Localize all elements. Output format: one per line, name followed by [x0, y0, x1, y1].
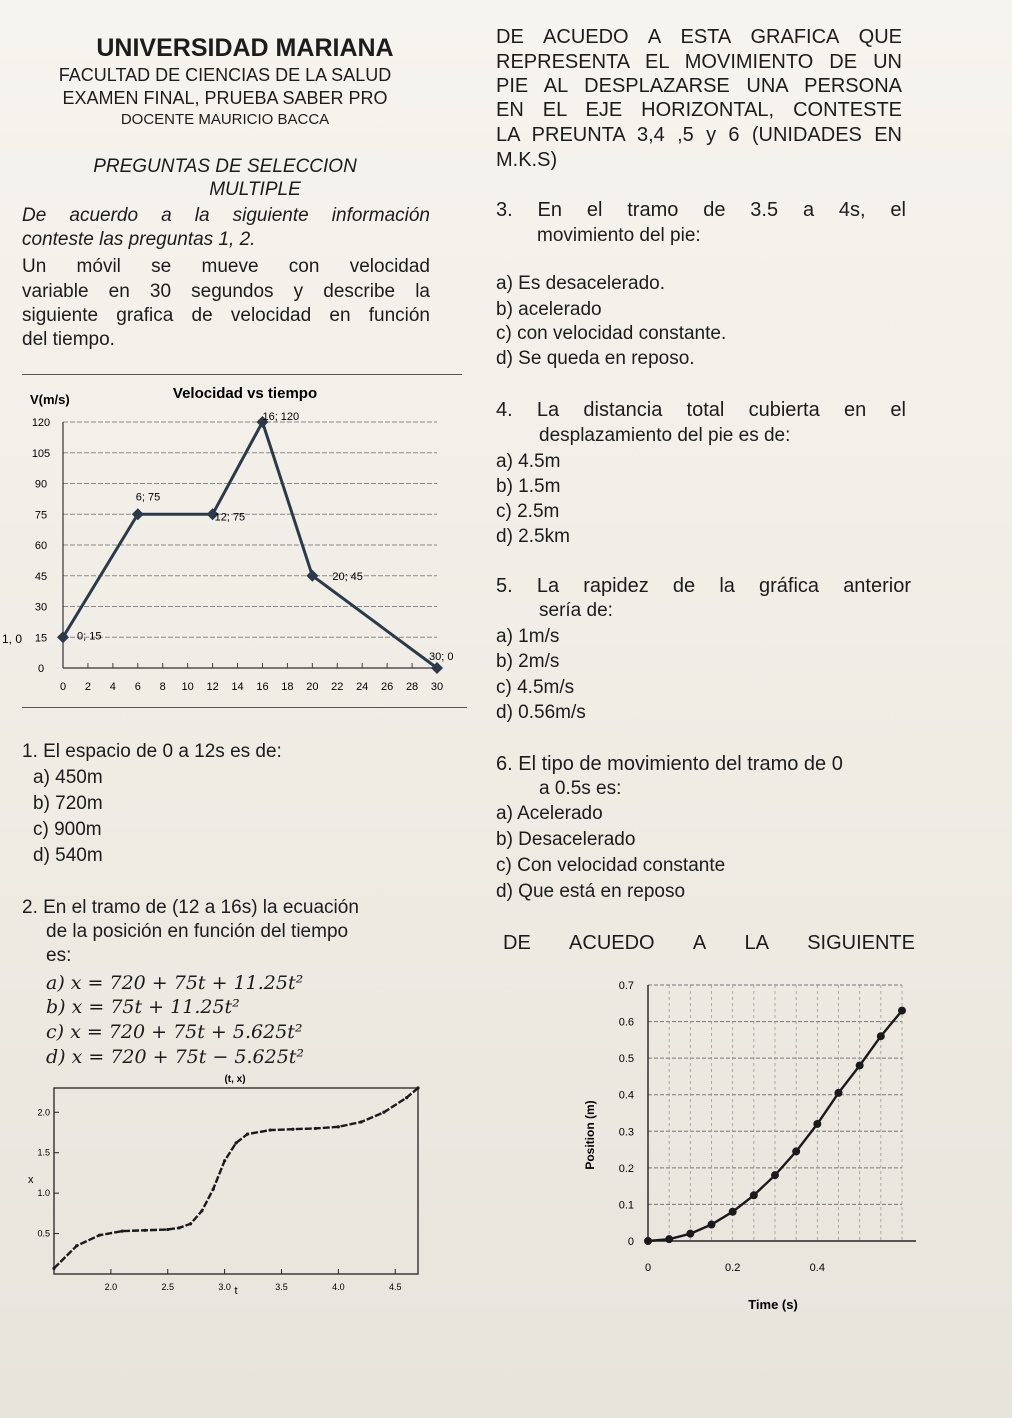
divider — [22, 374, 462, 375]
y-tick-label: 0.5 — [618, 1053, 634, 1066]
right-intro-3: PIE AL DESPLAZARSE UNA PERSONA — [496, 75, 902, 97]
velocity-chart — [0, 380, 470, 710]
y-tick-label: 0.2 — [618, 1162, 634, 1175]
position-curve-frame — [54, 1088, 418, 1274]
position-data-point — [877, 1032, 885, 1040]
q4-option-b[interactable]: b) 1.5m — [496, 476, 561, 497]
position-curve-point — [212, 1187, 215, 1190]
position-curve-point — [337, 1125, 340, 1128]
intro-para-2: variable en 30 segundos y describe la — [22, 281, 430, 302]
q2-option-a[interactable]: a) x = 720 + 75t + 11.25t² — [46, 972, 304, 994]
position-data-point — [686, 1230, 694, 1238]
position-data-point — [771, 1171, 779, 1179]
right-intro-2: REPRESENTA EL MOVIMIENTO DE UN — [496, 51, 902, 73]
q2-stem-2: de la posición en función del tiempo — [46, 921, 349, 942]
x-tick-label: 16 — [256, 681, 269, 693]
q5-stem-1: 5. La rapidez de la gráfica anterior — [496, 575, 911, 597]
y-tick-label: 105 — [31, 447, 51, 460]
position-curve-point — [75, 1244, 78, 1247]
x-tick-label: 3.5 — [275, 1282, 288, 1292]
y-tick-label: 0.1 — [618, 1199, 634, 1212]
position-curve-point — [405, 1096, 408, 1099]
q4-option-d[interactable]: d) 2.5km — [496, 526, 570, 547]
position-data-point — [856, 1061, 864, 1069]
q1-option-a[interactable]: a) 450m — [33, 767, 103, 788]
q1-option-b[interactable]: b) 720m — [33, 793, 103, 814]
teacher-line: DOCENTE MAURICIO BACCA — [120, 111, 330, 128]
q3-stem-2: movimiento del pie: — [537, 225, 701, 246]
position-curve-point — [269, 1128, 272, 1131]
q5-option-b[interactable]: b) 2m/s — [496, 651, 560, 672]
position-curve-ticks — [37, 1107, 401, 1292]
position-curve-point — [360, 1120, 363, 1123]
x-tick-label: 0.4 — [809, 1262, 825, 1274]
x-tick-label: 0.2 — [725, 1262, 741, 1274]
position-curve-point — [382, 1111, 385, 1114]
q2-stem-3: es: — [46, 945, 72, 966]
x-tick-label: 30 — [430, 681, 444, 693]
velocity-data-label: 0; 15 — [77, 630, 102, 643]
x-tick-label: 12 — [206, 681, 219, 693]
faculty-line: FACULTAD DE CIENCIAS DE LA SALUD — [58, 65, 392, 85]
position-data-point — [708, 1221, 716, 1229]
y-tick-label: 45 — [34, 570, 48, 583]
q6-option-a[interactable]: a) Acelerado — [496, 803, 603, 824]
position-curve-point — [52, 1267, 55, 1270]
x-tick-label: 20 — [306, 681, 319, 693]
y-tick-label: 75 — [34, 509, 48, 522]
y-tick-label: 0.6 — [618, 1016, 634, 1029]
exam-line: EXAMEN FINAL, PRUEBA SABER PRO — [62, 88, 388, 108]
x-tick-label: 28 — [405, 681, 419, 693]
x-tick-label: 0 — [59, 681, 67, 693]
position-curve-point — [98, 1234, 101, 1237]
position-curve-point — [246, 1132, 249, 1135]
q1-option-c[interactable]: c) 900m — [33, 819, 102, 840]
x-tick-label: 26 — [381, 681, 394, 693]
y-tick-label: 1.0 — [37, 1188, 50, 1199]
q5-option-d[interactable]: d) 0.56m/s — [496, 702, 586, 723]
q2-option-d[interactable]: d) x = 720 + 75t − 5.625t² — [46, 1046, 305, 1068]
y-tick-label: 30 — [34, 601, 48, 614]
q6-stem-2: a 0.5s es: — [539, 778, 622, 799]
position-curve-point — [223, 1159, 226, 1162]
velocity-chart-margin-note: 1, 0 — [2, 632, 23, 646]
position-curve-point — [314, 1127, 317, 1130]
position-time-ticks — [619, 980, 825, 1274]
y-tick-label: 120 — [31, 417, 51, 429]
q4-option-a[interactable]: a) 4.5m — [496, 451, 561, 472]
x-tick-label: 4.5 — [388, 1282, 402, 1292]
position-curve-chart — [20, 1068, 440, 1298]
position-curve-ylabel: x — [28, 1174, 34, 1186]
position-time-grid — [648, 985, 916, 1241]
q3-option-d[interactable]: d) Se queda en reposo. — [496, 348, 695, 369]
velocity-data-label: 20; 45 — [332, 570, 363, 583]
right-intro-4: EN EL EJE HORIZONTAL, CONTESTE — [496, 99, 902, 121]
q5-option-a[interactable]: a) 1m/s — [496, 626, 560, 647]
section-title-2: MULTIPLE — [209, 179, 301, 200]
position-data-point — [750, 1191, 758, 1199]
right-intro-1: DE ACUEDO A ESTA GRAFICA QUE — [496, 26, 902, 48]
position-curve-point — [189, 1222, 192, 1225]
x-tick-label: 2.0 — [104, 1282, 118, 1292]
x-tick-label: 3.0 — [218, 1282, 231, 1292]
position-curve-title: (t, x) — [224, 1074, 246, 1085]
q4-stem-2: desplazamiento del pie es de: — [539, 425, 791, 446]
y-tick-label: 0.5 — [37, 1228, 50, 1239]
intro-line-2: conteste las preguntas 1, 2. — [22, 229, 256, 250]
position-time-chart — [580, 965, 920, 1325]
position-curve-series — [52, 1086, 419, 1270]
position-data-point — [729, 1208, 737, 1216]
q3-stem-1: 3. En el tramo de 3.5 a 4s, el — [496, 199, 906, 221]
velocity-chart-series — [57, 411, 453, 674]
q5-option-c[interactable]: c) 4.5m/s — [496, 677, 575, 698]
velocity-data-label: 12; 75 — [214, 511, 246, 524]
x-tick-label: 4 — [109, 681, 116, 693]
position-data-point — [792, 1147, 800, 1155]
q6-option-b[interactable]: b) Desacelerado — [496, 829, 636, 850]
q4-stem-1: 4. La distancia total cubierta en el — [496, 399, 906, 421]
q3-option-b[interactable]: b) acelerado — [496, 299, 602, 320]
x-tick-label: 22 — [331, 681, 344, 693]
x-tick-label: 18 — [281, 681, 294, 693]
position-curve-point — [200, 1209, 203, 1212]
y-tick-label: 0 — [37, 663, 45, 675]
x-tick-label: 0 — [644, 1262, 652, 1274]
position-time-xlabel: Time (s) — [748, 1297, 798, 1312]
y-tick-label: 1.5 — [37, 1147, 50, 1158]
q2-stem-1: 2. En el tramo de (12 a 16s) la ecuación — [22, 897, 359, 918]
intro-para-4: del tiempo. — [22, 329, 115, 350]
q1-option-d[interactable]: d) 540m — [33, 845, 103, 866]
position-data-point — [644, 1237, 652, 1245]
x-tick-label: 24 — [356, 681, 369, 693]
y-tick-label: 60 — [34, 540, 48, 552]
x-tick-label: 10 — [181, 681, 194, 693]
right-intro-5: LA PREUNTA 3,4 ,5 y 6 (UNIDADES EN — [496, 124, 902, 146]
q3-option-c[interactable]: c) con velocidad constante. — [496, 323, 727, 344]
x-tick-label: 8 — [159, 681, 166, 693]
intro-para-3: siguiente grafica de velocidad en función — [22, 305, 430, 326]
y-tick-label: 15 — [34, 632, 48, 645]
x-tick-label: 2 — [84, 681, 91, 693]
x-tick-label: 14 — [231, 681, 244, 693]
divider-2 — [22, 707, 467, 708]
x-tick-label: 2.5 — [161, 1282, 175, 1292]
y-tick-label: 90 — [34, 478, 48, 491]
velocity-chart-ticks — [32, 417, 443, 693]
x-tick-label: 4.0 — [332, 1282, 345, 1292]
intro-line-1: De acuerdo a la siguiente información — [22, 205, 430, 226]
q5-stem-2: sería de: — [539, 600, 613, 621]
position-curve-point — [291, 1128, 294, 1131]
position-curve-point — [143, 1229, 146, 1232]
section-title: PREGUNTAS DE SELECCION — [93, 156, 357, 177]
position-time-ylabel: Position (m) — [583, 1100, 597, 1170]
q2-option-c[interactable]: c) x = 720 + 75t + 5.625t² — [46, 1021, 303, 1043]
position-curve-point — [166, 1228, 169, 1231]
position-data-point — [813, 1120, 821, 1128]
y-tick-label: 0.4 — [618, 1089, 634, 1102]
right-intro-6: M.K.S) — [496, 149, 558, 171]
x-tick-label: 6 — [134, 681, 141, 693]
y-tick-label: 0.7 — [618, 980, 634, 992]
bottom-right-heading: DE ACUEDO A LA SIGUIENTE — [503, 932, 915, 954]
q6-stem-1: 6. El tipo de movimiento del tramo de 0 — [496, 753, 843, 775]
position-data-point — [665, 1235, 673, 1243]
velocity-chart-ylabel: V(m/s) — [30, 392, 70, 407]
position-curve-xlabel: t — [234, 1285, 238, 1297]
position-curve-point — [121, 1230, 124, 1233]
position-curve-point — [234, 1141, 237, 1144]
q2-option-b[interactable]: b) x = 75t + 11.25t² — [46, 996, 240, 1018]
position-curve-point — [416, 1086, 419, 1089]
y-tick-label: 2.0 — [37, 1107, 50, 1118]
position-data-point — [898, 1007, 906, 1015]
y-tick-label: 0 — [627, 1236, 634, 1248]
y-tick-label: 0.3 — [618, 1126, 634, 1139]
velocity-data-label: 16; 120 — [262, 411, 300, 423]
q4-option-c[interactable]: c) 2.5m — [496, 501, 560, 522]
position-curve-line — [54, 1088, 418, 1268]
q1-stem: 1. El espacio de 0 a 12s es de: — [22, 741, 282, 762]
q6-option-c[interactable]: c) Con velocidad constante — [496, 855, 726, 876]
q6-option-d[interactable]: d) Que está en reposo — [496, 881, 686, 902]
university-title: UNIVERSIDAD MARIANA — [96, 34, 394, 62]
position-curve-point — [178, 1226, 181, 1229]
q3-option-a[interactable]: a) Es desacelerado. — [496, 273, 665, 294]
position-data-point — [835, 1089, 843, 1097]
velocity-data-label: 6; 75 — [135, 491, 161, 504]
velocity-data-label: 30; 0 — [429, 651, 454, 663]
intro-para-1: Un móvil se mueve con velocidad — [22, 256, 430, 277]
velocity-chart-title: Velocidad vs tiempo — [172, 385, 318, 402]
